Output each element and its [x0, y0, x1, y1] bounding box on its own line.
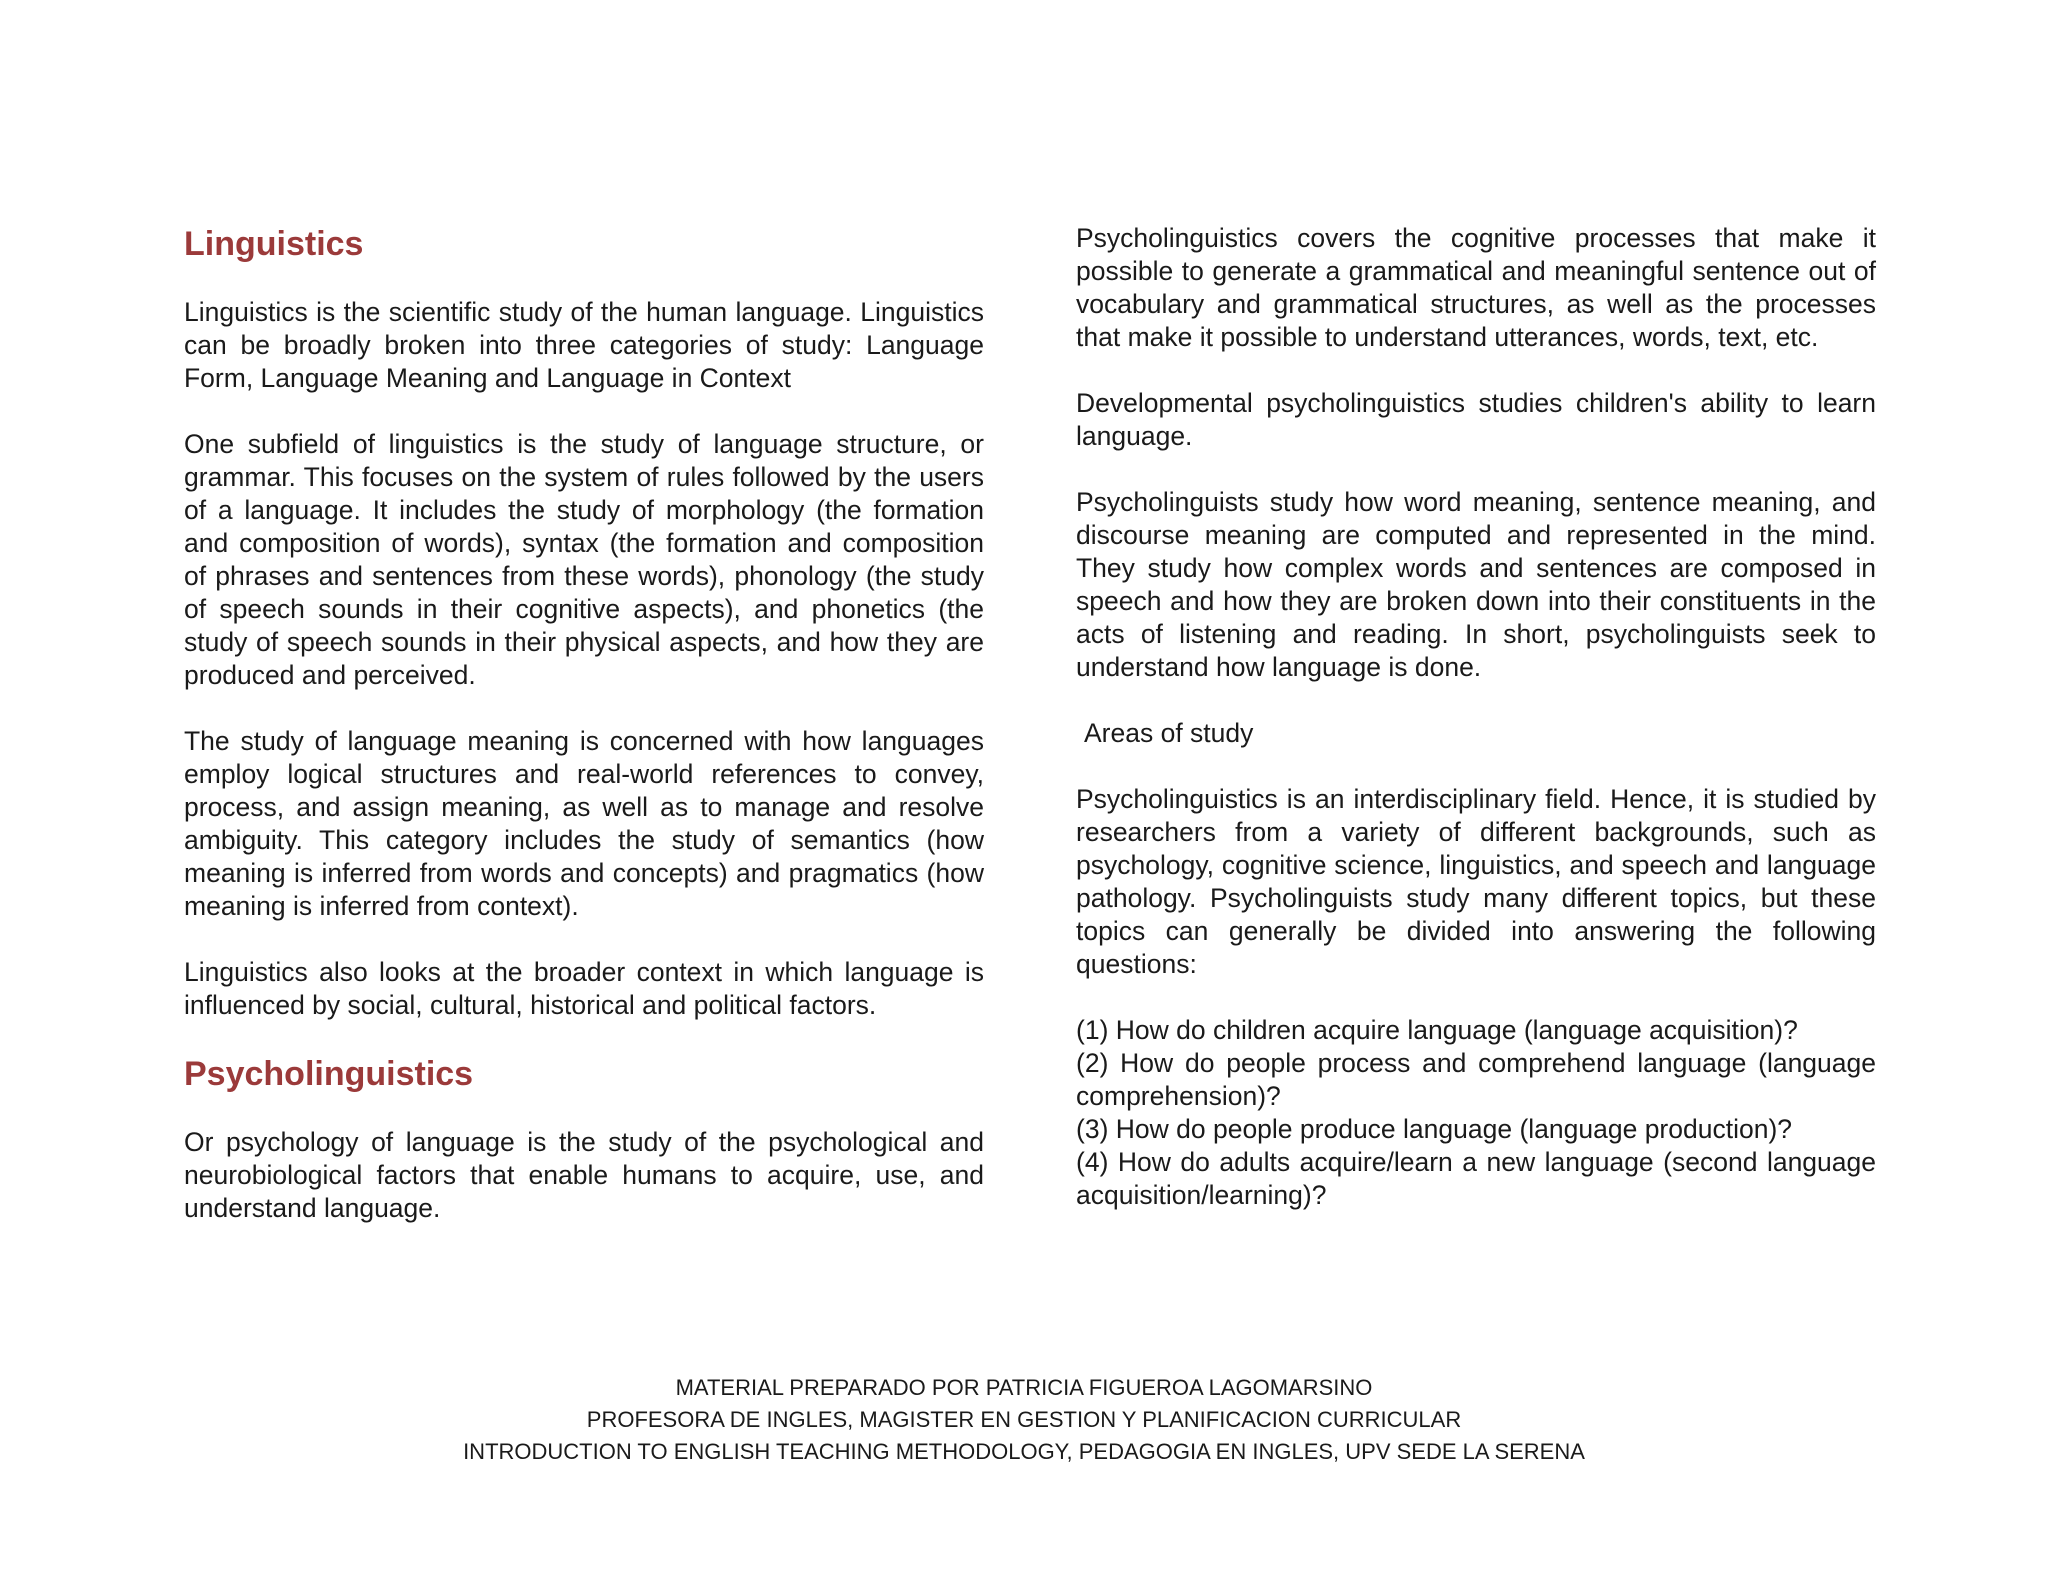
paragraph-cognitive-processes: Psycholinguistics covers the cognitive processes that make it possible to generate a grammatical and meaningful sentence out of vocabulary and grammatical structures, as well as the processes that make it possible to understand utterances, words, text, etc.	[1076, 223, 1876, 352]
list-item: (4) How do adults acquire/learn a new language (second language acquisition/learning)?	[1076, 1147, 1876, 1210]
list-item: (2) How do people process and comprehend language (language comprehension)?	[1076, 1048, 1876, 1111]
paragraph-interdisciplinary: Psycholinguistics is an interdisciplinary field. Hence, it is studied by researchers from a variety of different backgrounds, such as psychology, cognitive science, linguistics, and speech and language pathology. Psycholinguists study many different topics, but these topics can generally be divided into answering the following questions:	[1076, 784, 1876, 979]
heading-psycholinguistics: Psycholinguistics	[184, 1055, 474, 1093]
paragraph-psycholinguists-study: Psycholinguists study how word meaning, sentence meaning, and discourse meaning are computed and represented in the mind. They study how complex words and sentences are composed in speech and how they are broken down into their constituents in the acts of listening and reading. In short, psycholinguists seek to understand how language is done.	[1076, 487, 1876, 682]
footer	[0, 1372, 2048, 1468]
footer-line-course: INTRODUCTION TO ENGLISH TEACHING METHODOLOGY, PEDAGOGIA EN INGLES, UPV SEDE LA SERENA	[463, 1439, 1585, 1464]
left-column	[184, 222, 984, 1225]
paragraph-psycholinguistics-definition: Or psychology of language is the study of the psychological and neurobiological factors that enable humans to acquire, use, and understand language.	[184, 1127, 984, 1223]
list-item: (1) How do children acquire language (language acquisition)?	[1076, 1015, 1798, 1045]
questions-list	[1076, 1014, 1876, 1212]
areas-of-study-heading: Areas of study	[1084, 718, 1254, 748]
paragraph-developmental: Developmental psycholinguistics studies children's ability to learn language.	[1076, 388, 1876, 451]
heading-linguistics: Linguistics	[184, 225, 364, 263]
footer-line-author: MATERIAL PREPARADO POR PATRICIA FIGUEROA LAGOMARSINO	[675, 1375, 1373, 1400]
right-column	[1076, 222, 1876, 1212]
paragraph-language-structure: One subfield of linguistics is the study of language structure, or grammar. This focuses on the system of rules followed by the users of a language. It includes the study of morphology (the formation and composition of words), syntax (the formation and composition of phrases and sentences from these words), phonology (the study of speech sounds in their cognitive aspects), and phonetics (the study of speech sounds in their physical aspects, and how they are produced and perceived.	[184, 429, 984, 690]
footer-line-title: PROFESORA DE INGLES, MAGISTER EN GESTION Y PLANIFICACION CURRICULAR	[586, 1407, 1462, 1432]
paragraph-language-context: Linguistics also looks at the broader context in which language is influenced by social, cultural, historical and political factors.	[184, 957, 984, 1020]
paragraph-language-meaning: The study of language meaning is concerned with how languages employ logical structures and real-world references to convey, process, and assign meaning, as well as to manage and resolve ambiguity. This category includes the study of semantics (how meaning is inferred from words and concepts) and pragmatics (how meaning is inferred from context).	[184, 726, 984, 921]
paragraph-linguistics-intro: Linguistics is the scientific study of the human language. Linguistics can be broadly broken into three categories of study: Language Form, Language Meaning and Language in Context	[184, 297, 984, 393]
list-item: (3) How do people produce language (language production)?	[1076, 1114, 1793, 1144]
